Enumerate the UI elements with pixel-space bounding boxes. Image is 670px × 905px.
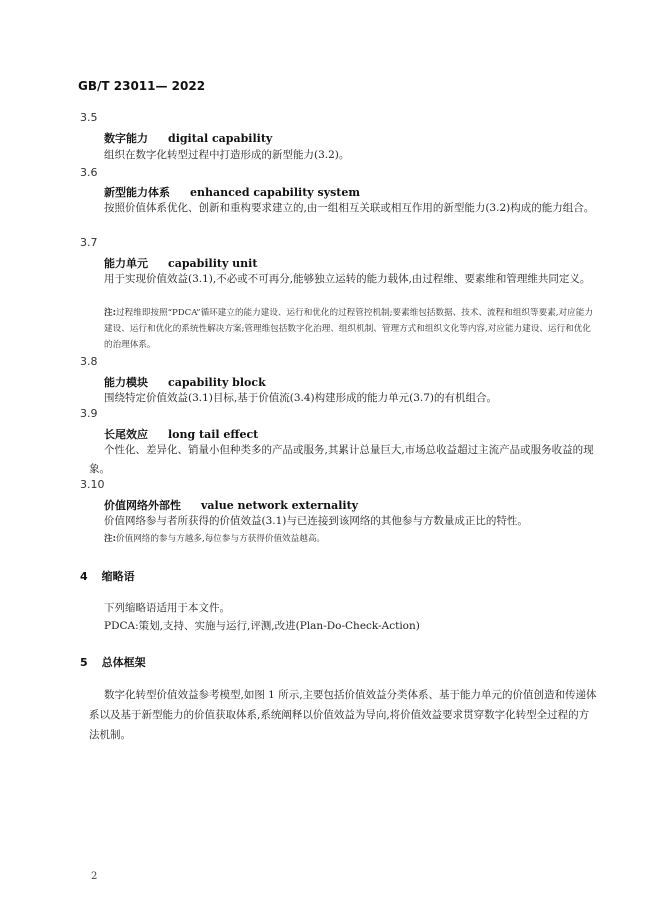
note-text: 价值网络的参与方越多,每位参与方获得价值效益越高。	[116, 534, 326, 544]
clause-number: 3.5	[80, 111, 98, 124]
term-definition: 组织在数字化转型过程中打造形成的新型能力(3.2)。	[104, 149, 350, 161]
term-en: enhanced capability system	[190, 186, 361, 199]
term-en: long tail effect	[168, 428, 259, 441]
note-label: 注:	[104, 308, 117, 318]
term-cn: 能力单元	[104, 257, 148, 270]
term-title	[104, 130, 272, 146]
page-number: 2	[91, 871, 98, 882]
clause-number: 3.10	[80, 478, 105, 491]
term-definition: 个性化、差异化、销量小但种类多的产品或服务,其累计总量巨大,市场总收益超过主流产品或服务收益的现象。	[89, 444, 594, 475]
term-title	[104, 374, 266, 390]
term-en: digital capability	[168, 132, 273, 145]
section-number: 5	[80, 656, 88, 669]
term-cn: 长尾效应	[104, 428, 148, 441]
term-title	[104, 255, 257, 271]
section-body: 数字化转型价值效益参考模型,如图 1 所示,主要包括价值效益分类体系、基于能力单元的价值创造和传递体系以及基于新型能力的价值获取体系,系统阐释以价值效益为导向,将价值效益要求贯穿数字化转型全过程的方法机制。	[89, 689, 597, 741]
section-intro: 下列缩略语适用于本文件。	[104, 602, 230, 614]
abbreviation-entry: PDCA:策划,支持、实施与运行,评测,改进(Plan-Do-Check-Action)	[104, 620, 420, 632]
term-cn: 数字能力	[104, 132, 148, 145]
term-definition: 围绕特定价值效益(3.1)目标,基于价值流(3.4)构建形成的能力单元(3.7)的有机组合。	[104, 392, 498, 404]
term-title	[104, 426, 258, 442]
section-heading	[80, 568, 135, 584]
term-note	[104, 305, 596, 353]
clause-number: 3.6	[80, 166, 98, 179]
term-title	[104, 184, 360, 200]
note-text: 过程维即按照“PDCA”循环建立的能力建设、运行和优化的过程管控机制;要素维包括数据、技术、流程和组织等要素,对应能力建设、运行和优化的系统性解决方案;管理维包括数字化治理、组织机制、管理方式和组织文化等内容,对应能力建设、运行和优化的治理体系。	[104, 308, 593, 350]
clause-number: 3.7	[80, 236, 98, 249]
section-number: 4	[80, 570, 88, 583]
term-definition: 按照价值体系优化、创新和重构要求建立的,由一组相互关联或相互作用的新型能力(3.2)构成的能力组合。	[104, 202, 595, 214]
term-en: value network externality	[201, 499, 359, 512]
term-cn: 新型能力体系	[104, 186, 170, 199]
clause-number: 3.8	[80, 355, 98, 368]
section-title: 总体框架	[101, 656, 146, 669]
term-cn: 价值网络外部性	[104, 499, 181, 512]
section-title: 缩略语	[101, 570, 135, 583]
term-en: capability unit	[168, 257, 258, 270]
term-cn: 能力模块	[104, 376, 148, 389]
clause-number: 3.9	[80, 407, 98, 420]
term-definition: 价值网络参与者所获得的价值效益(3.1)与已连接到该网络的其他参与方数量成正比的特性。	[104, 515, 528, 527]
term-note	[104, 531, 596, 547]
term-title	[104, 497, 358, 513]
term-definition: 用于实现价值效益(3.1),不必或不可再分,能够独立运转的能力载体,由过程维、要素维和管理维共同定义。	[104, 273, 591, 285]
section-heading	[80, 654, 146, 670]
standard-header: GB/T 23011— 2022	[78, 79, 206, 93]
term-en: capability block	[168, 376, 266, 389]
note-label: 注:	[104, 534, 117, 544]
